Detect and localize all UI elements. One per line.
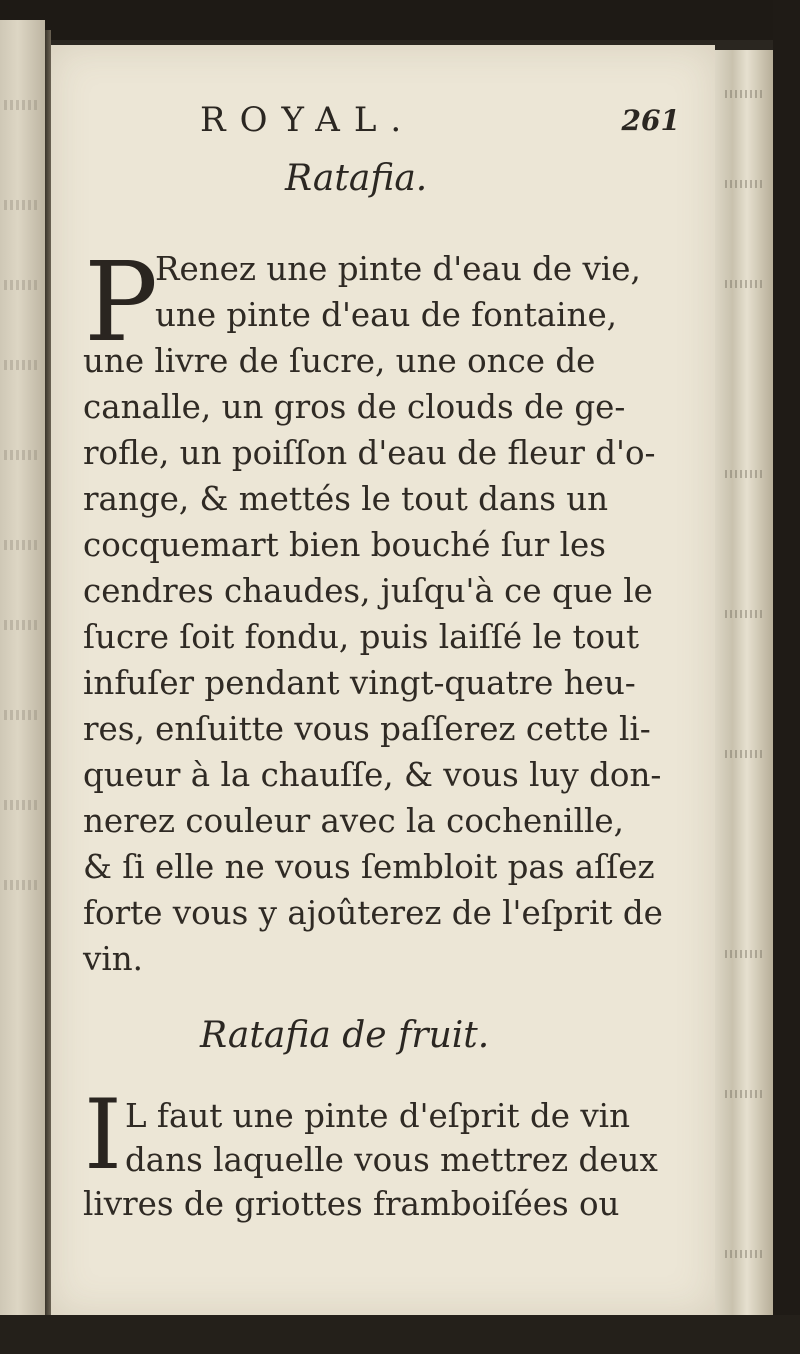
text-line: canalle, un gros de clouds de ge- [83,388,626,426]
text-line: vin. [83,940,144,978]
scan-bottom-border [0,1315,800,1354]
text-line: une pinte d'eau de fontaine, [155,296,618,334]
scan-right-border [773,0,800,1354]
page-number: 261 [621,104,680,137]
text-line: Renez une pinte d'eau de vie, [155,250,641,288]
text-line: forte vous y ajoûterez de l'eſprit de [83,894,663,932]
text-line: res, enſuitte vous paſſerez cette li- [83,710,651,748]
text-line: L faut une pinte d'eſprit de vin [125,1097,631,1135]
text-line: & ſi elle ne vous ſembloit pas aſſez [83,848,655,886]
text-line: une livre de ſucre, une once de [83,342,596,380]
text-line: rofle, un poiſſon d'eau de fleur d'o- [83,434,656,472]
page-header [200,100,680,150]
page-fore-edge [715,50,773,1320]
recipe-title: Ratafia. [285,158,428,199]
text-line: ſucre ſoit fondu, puis laiſſé le tout [83,618,640,656]
text-line: cocquemart bien bouché ſur les [83,526,606,564]
drop-cap: I [84,1079,122,1191]
recipe-title: Ratafia de fruit. [200,1015,490,1056]
text-line: range, & mettés le tout dans un [83,480,609,518]
text-line: infuſer pendant vingt-quatre heu- [83,664,636,702]
scan-top-border [0,0,800,40]
text-line: cendres chaudes, juſqu'à ce que le [83,572,653,610]
drop-cap: P [84,238,159,366]
adjacent-page-edge [0,20,45,1320]
text-line: livres de griottes framboiſées ou [83,1185,620,1223]
running-title: ROYAL. [200,100,416,140]
text-line: nerez couleur avec la cochenille, [83,802,624,840]
text-line: queur à la chauſſe, & vous luy don- [83,756,662,794]
text-line: dans laquelle vous mettrez deux [125,1141,658,1179]
